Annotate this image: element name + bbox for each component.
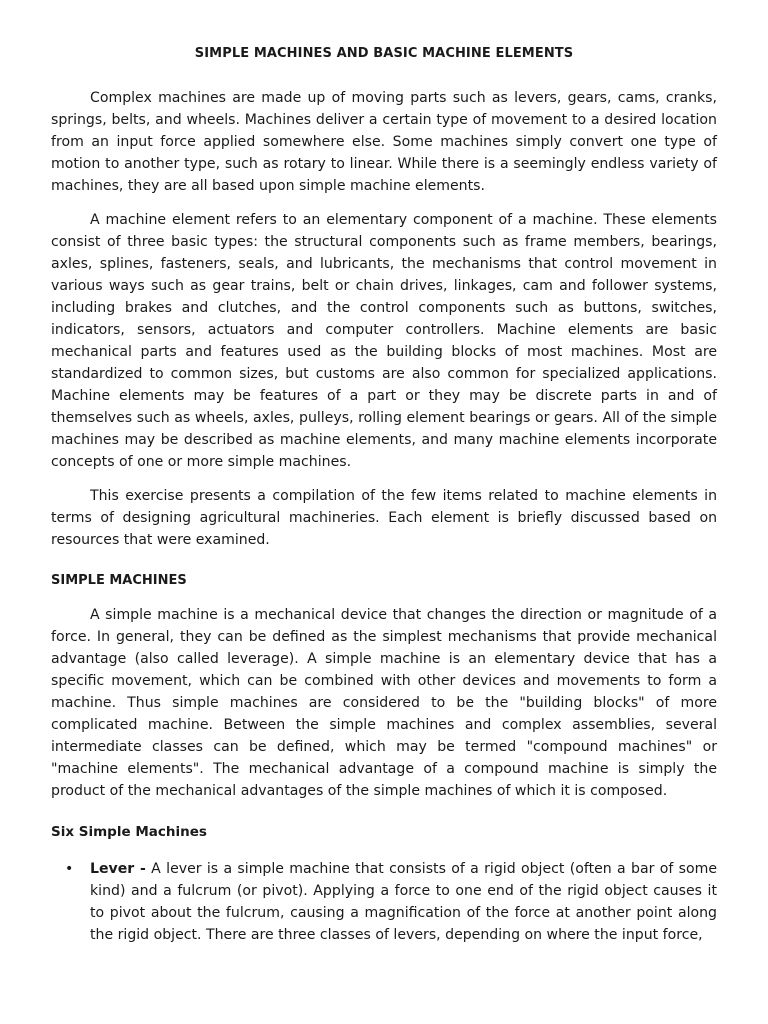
simple-machines-paragraph: A simple machine is a mechanical device that changes the direction or magnitude of a force. In general, they can be defined as the simplest mechanisms that provide mechanical advantage (also called leverage). A simple machine is an elementary device that has a specific movement, which can be combined with other devices and movements to form a machine. Thus simple machines are considered to be the "building blocks" of more complicated machine. Between the simple machines and complex assemblies, several intermediate classes can be defined, which may be termed "compound machines" or "machine elements". The mechanical advantage of a compound machine is simply the product of the mechanical advantages of the simple machines of which it is composed. [51,607,717,799]
subsection-heading-six-simple-machines: Six Simple Machines [51,824,207,840]
section-heading-simple-machines: SIMPLE MACHINES [51,573,187,588]
list-item-term: Lever - [90,861,146,877]
list-item-text: A lever is a simple machine that consists of a rigid object (often a bar of some kind) and a fulcrum (or pivot). Applying a force to one end of the rigid object causes it to pivot about the fulcrum, causing a magnification of the force at another point along the rigid object. There are three classes of levers, depending on where the input force, [90,861,717,943]
intro-paragraph-2: A machine element refers to an elementary component of a machine. These elements consist of three basic types: the structural components such as frame members, bearings, axles, splines, fasteners, seals, and lubricants, the mechanisms that control movement in various ways such as gear trains, belt or chain drives, linkages, cam and follower systems, including brakes and clutches, and the control components such as buttons, switches, indicators, sensors, actuators and computer controllers. Machine elements are basic mechanical parts and features used as the building blocks of most machines. Most are standardized to common sizes, but customs are also common for specialized applications. Machine elements may be features of a part or they may be discrete parts in and of themselves such as wheels, axles, pulleys, rolling element bearings or gears. All of the simple machines may be described as machine elements, and many machine elements incorporate concepts of one or more simple machines. [51,212,717,470]
simple-machines-list [51,858,717,946]
bullet-icon: • [65,861,74,877]
intro-paragraph-3: This exercise presents a compilation of the few items related to machine elements in terms of designing agricultural machineries. Each element is briefly discussed based on resources that were examined. [51,488,717,548]
list-item [65,858,717,946]
document-title: SIMPLE MACHINES AND BASIC MACHINE ELEMENTS [194,46,574,61]
intro-paragraph-1: Complex machines are made up of moving parts such as levers, gears, cams, cranks, springs, belts, and wheels. Machines deliver a certain type of movement to a desired location from an input force applied somewhere else. Some machines simply convert one type of motion to another type, such as rotary to linear. While there is a seemingly endless variety of machines, they are all based upon simple machine elements. [51,90,717,194]
